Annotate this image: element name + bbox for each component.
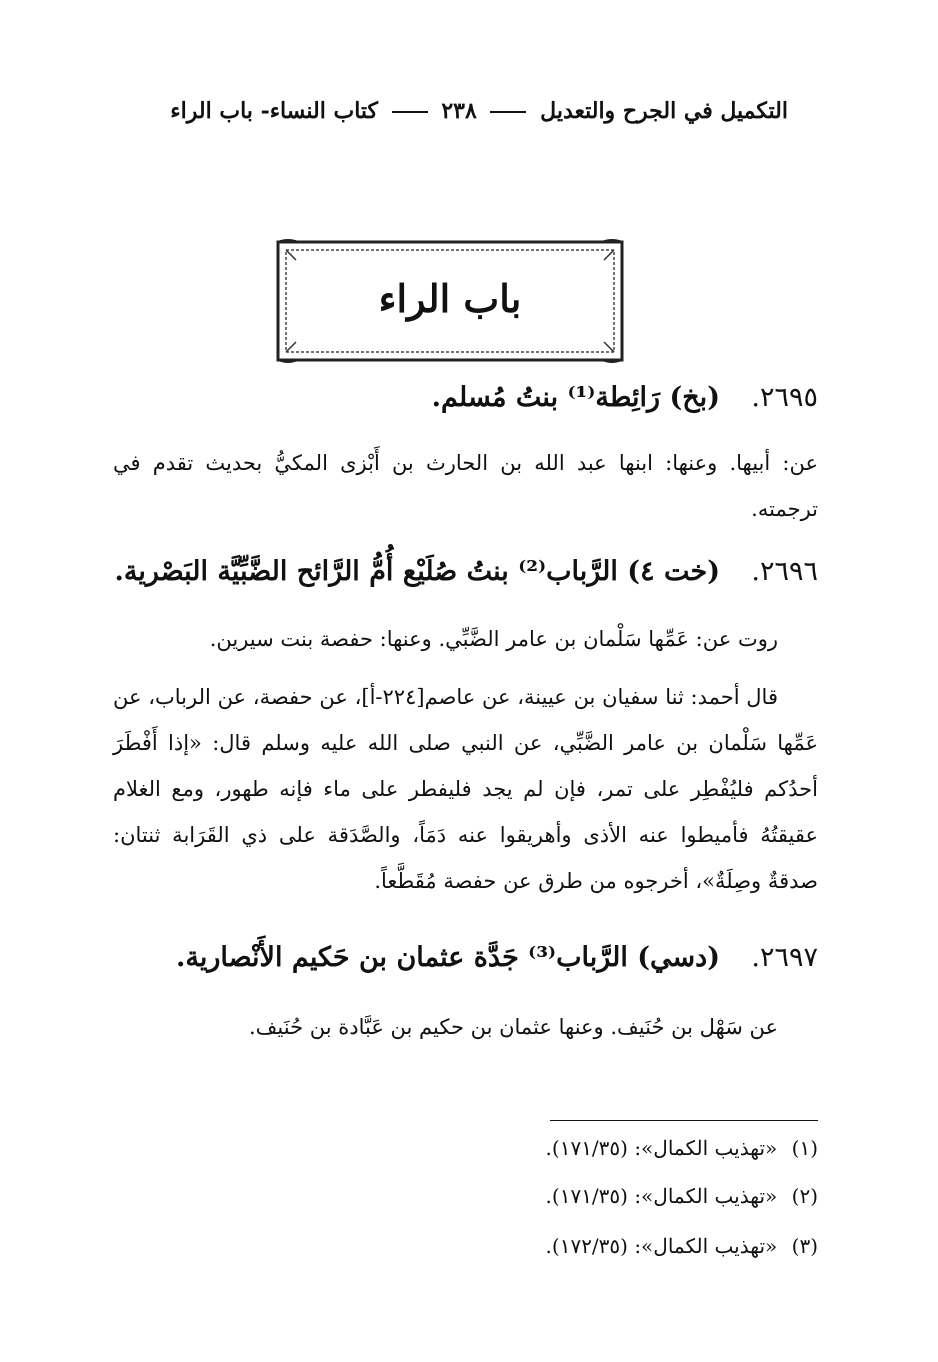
header-separator bbox=[490, 111, 526, 113]
entry-paragraph: عن سَهْل بن حُنَيف. وعنها عثمان بن حكيم بن عَبَّادة بن حُنَيف. bbox=[248, 1015, 778, 1039]
footnote bbox=[546, 1234, 818, 1258]
footnote-divider bbox=[550, 1120, 818, 1121]
entry-heading bbox=[432, 382, 818, 413]
entry-title: (بخ) رَائِطة⁽¹⁾ بنتُ مُسلم. bbox=[431, 382, 720, 413]
footnote-text: «تهذيب الكمال»: (١٧١/٣٥). bbox=[545, 1184, 778, 1208]
footnote bbox=[546, 1184, 818, 1208]
footnote-marker: (٢) bbox=[791, 1184, 818, 1208]
footnote-text: «تهذيب الكمال»: (١٧٢/٣٥). bbox=[545, 1234, 778, 1258]
entry-paragraph: روت عن: عَمِّها سَلْمان بن عامر الضَّبِّي. وعنها: حفصة بنت سيرين. bbox=[209, 627, 778, 651]
header-section: كتاب النساء- باب الراء bbox=[170, 98, 379, 124]
footnote bbox=[546, 1136, 818, 1160]
entry-number: ٢٦٩٦. bbox=[751, 556, 818, 587]
entry-paragraph: عن: أبيها. وعنها: ابنها عبد الله بن الحارث بن أَبْزى المكيُّ بحديث تقدم في ترجمته. bbox=[113, 451, 818, 521]
entry-heading bbox=[176, 942, 818, 973]
footnote-marker: (٣) bbox=[791, 1234, 818, 1258]
entry-number: ٢٦٩٥. bbox=[751, 382, 818, 413]
entry-paragraph: قال أحمد: ثنا سفيان بن عيينة، عن عاصم[٢٢٤-أ]، عن حفصة، عن الرباب، عن عَمِّها سَلْمان بن عامر الضَّبِّي، عن النبي صلى الله عليه وسلم قال: «إذا أَفْطَرَ أحدُكم فليُفْطِر على تمر، فإن لم يجد فليفطر على ماء فإنه طهور، ومع الغلام عقيقتُهُ فأميطوا عنه الأذى وأهريقوا عنه دَمَاً، والصَّدَقة على ذي القَرَابة ثنتان: صدقةٌ وصِلَةٌ»، أخرجوه من طرق عن حفصة مُقَطَّعاً. bbox=[113, 685, 818, 893]
header-page-number: ٢٣٨ bbox=[441, 98, 477, 124]
chapter-title: باب الراء bbox=[378, 276, 522, 321]
header-separator bbox=[392, 111, 428, 113]
chapter-title-frame bbox=[272, 236, 628, 366]
entry-number: ٢٦٩٧. bbox=[751, 942, 818, 973]
footnote-text: «تهذيب الكمال»: (١٧١/٣٥). bbox=[545, 1136, 778, 1160]
footnote-marker: (١) bbox=[791, 1136, 818, 1160]
header-book-title: التكميل في الجرح والتعديل bbox=[540, 98, 788, 124]
entry-title: (دسي) الرَّباب⁽³⁾ جَدَّة عثمان بن حَكيم الأَنْصارية. bbox=[175, 942, 720, 973]
entry-title: (خت ٤) الرَّباب⁽²⁾ بنتُ صُلَيْع أُمُّ الرَّائح الضَّبِّيَّة البَصْرية. bbox=[114, 556, 720, 587]
running-header bbox=[168, 98, 788, 124]
entry-heading bbox=[114, 556, 818, 587]
